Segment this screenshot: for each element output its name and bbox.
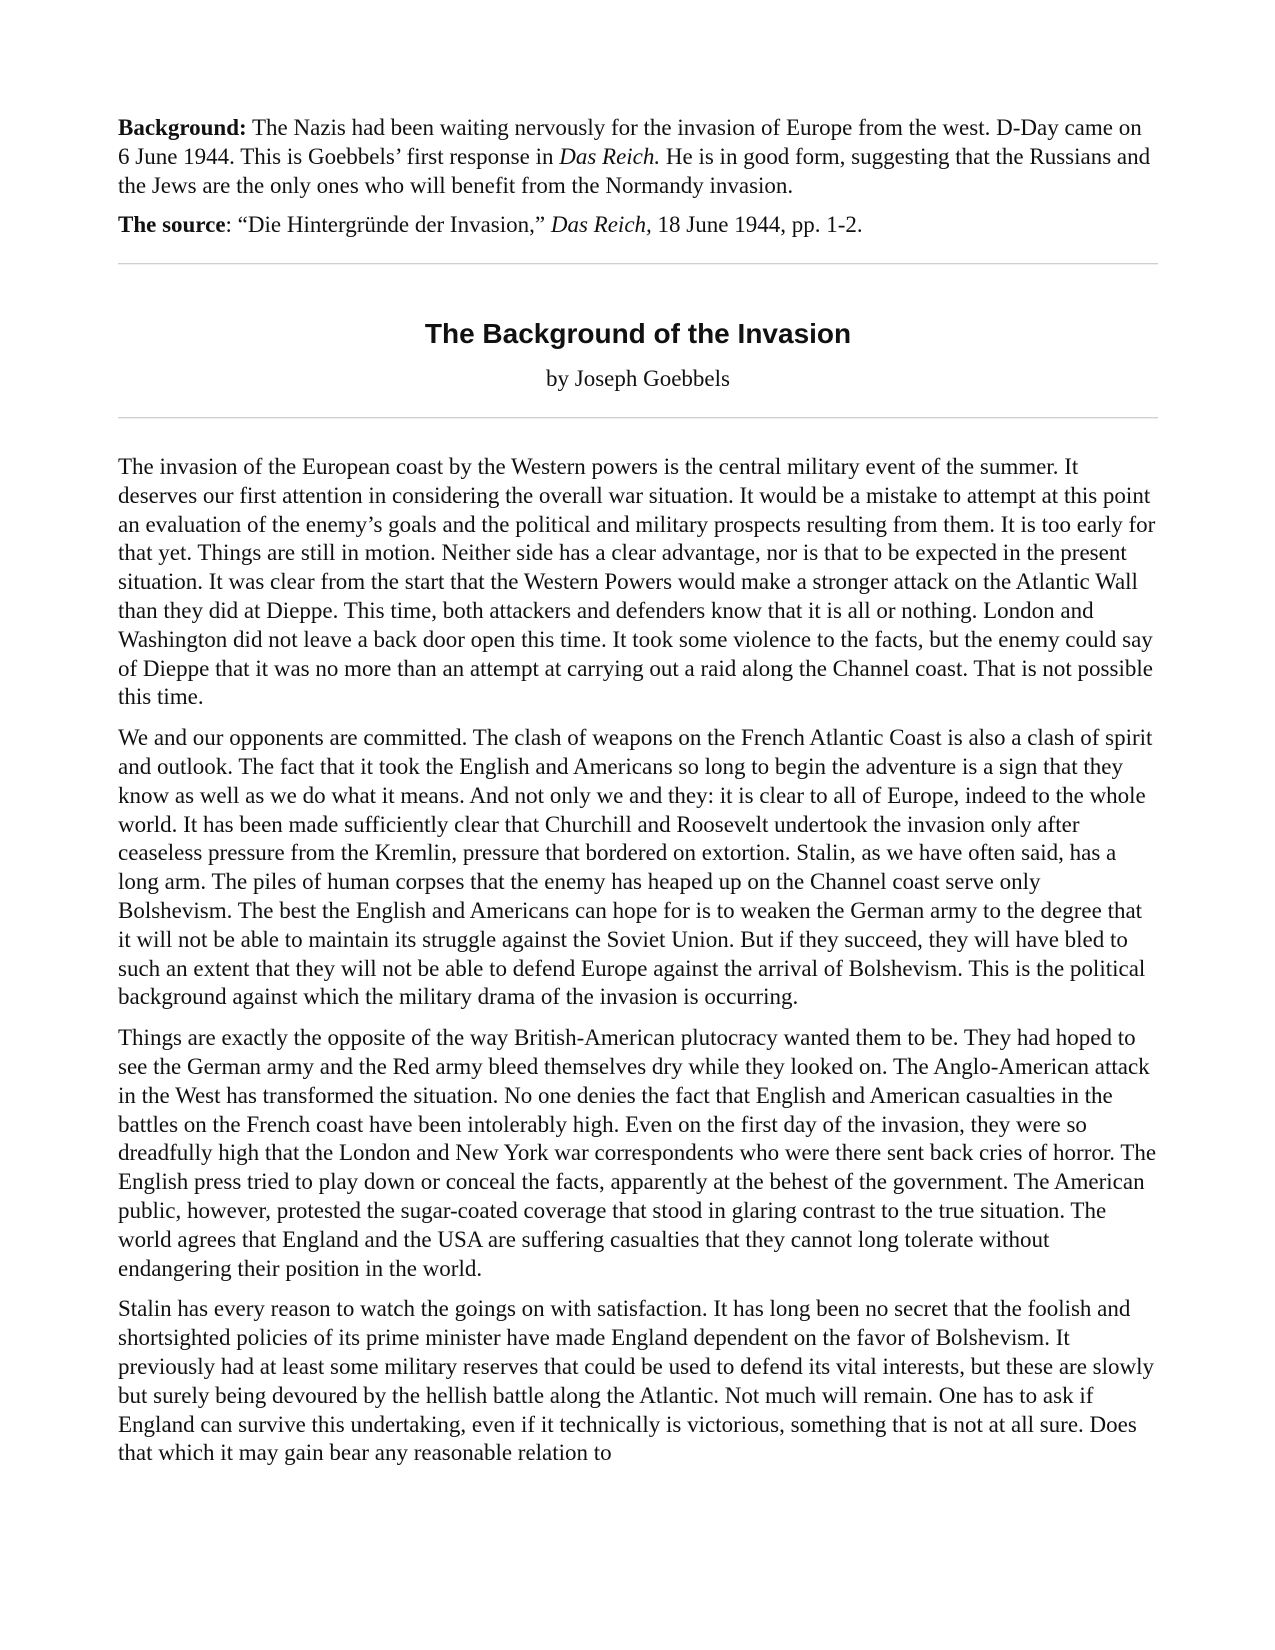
body-paragraph: The invasion of the European coast by the Western powers is the central military event of the summer. It deserves our first attention in considering the overall war situation. It would be a mistake to attempt at this point an evaluation of the enemy’s goals and the political and military prospects resulting from them. It is too early for that yet. Things are still in motion. Neither side has a clear advantage, nor is that to be expected in the present situation. It was clear from the start that the Western Powers would make a stronger attack on the Atlantic Wall than they did at Dieppe. This time, both attackers and defenders know that it is all or nothing. London and Washington did not leave a back door open this time. It took some violence to the facts, but the enemy could say of Dieppe that it was no more than an attempt at carrying out a raid along the Channel coast. That is not possible this time.	[118, 454, 1156, 710]
body-paragraph: Things are exactly the opposite of the way British-American plutocracy wanted them to be. They had hoped to see the German army and the Red army bleed themselves dry while they looked on. The Anglo-American attack in the West has transformed the situation. No one denies the fact that English and American casualties in the battles on the French coast have been intolerably high. Even on the first day of the invasion, they were so dreadfully high that the London and New York war correspondents who were there sent back cries of horror. The English press tried to play down or conceal the facts, apparently at the behest of the government. The American public, however, protested the sugar-coated coverage that stood in glaring contrast to the true situation. The world agrees that England and the USA are suffering casualties that they cannot long tolerate without endangering their position in the world.	[118, 1025, 1157, 1281]
body-paragraph: Stalin has every reason to watch the goings on with satisfaction. It has long been no secret that the foolish and shortsighted policies of its prime minister have made England dependent on the favor of Bolshevism. It previously had at least some military reserves that could be used to defend its vital interests, but these are slowly but surely being devoured by the hellish battle along the Atlantic. Not much will remain. One has to ask if England can survive this undertaking, even if it technically is victorious, something that is not at all sure. Does that which it may gain bear any reasonable relation to	[118, 1296, 1155, 1466]
background-text-1: The Nazis had been waiting nervously for the invasion of Europe from the west. D-Day came on 6 June 1944. This is Goebbels’ first response in	[118, 115, 1142, 169]
body-paragraph: We and our opponents are committed. The clash of weapons on the French Atlantic Coast is also a clash of spirit and outlook. The fact that it took the English and Americans so long to begin the adventure is a sign that they know as well as we do what it means. And not only we and they: it is clear to all of Europe, indeed to the whole world. It has been made sufficiently clear that Churchill and Roosevelt undertook the invasion only after ceaseless pressure from the Kremlin, pressure that bordered on extortion. Stalin, as we have often said, has a long arm. The piles of human corpses that the enemy has heaped up on the Channel coast serve only Bolshevism. The best the English and Americans can hope for is to weaken the German army to the degree that it will not be able to maintain its struggle against the Soviet Union. But if they succeed, they will have bled to such an extent that they will not be able to defend Europe against the arrival of Bolshevism. This is the political background against which the military drama of the invasion is occurring.	[118, 725, 1153, 1010]
top-divider	[118, 263, 1158, 265]
source-text-1: : “Die Hintergründe der Invasion,”	[225, 212, 551, 237]
article-body	[118, 453, 1158, 1468]
source-text-2: 18 June 1944, pp. 1-2.	[651, 212, 863, 237]
article-title: The Background of the Invasion	[424, 318, 852, 349]
background-paragraph	[118, 113, 1158, 200]
document-page	[118, 113, 1158, 1480]
source-paragraph	[118, 210, 1158, 239]
background-label: Background:	[118, 115, 247, 140]
bottom-divider	[118, 417, 1158, 419]
article-byline: by Joseph Goebbels	[546, 366, 730, 391]
background-publication: Das Reich.	[559, 144, 661, 169]
intro-section	[118, 113, 1158, 239]
background-text-2: He is in good form, suggesting that the Russians and the Jews are the only ones who will benefit from the Normandy invasion.	[118, 144, 1151, 198]
source-label: The source	[118, 212, 226, 237]
source-publication: Das Reich,	[550, 212, 652, 237]
